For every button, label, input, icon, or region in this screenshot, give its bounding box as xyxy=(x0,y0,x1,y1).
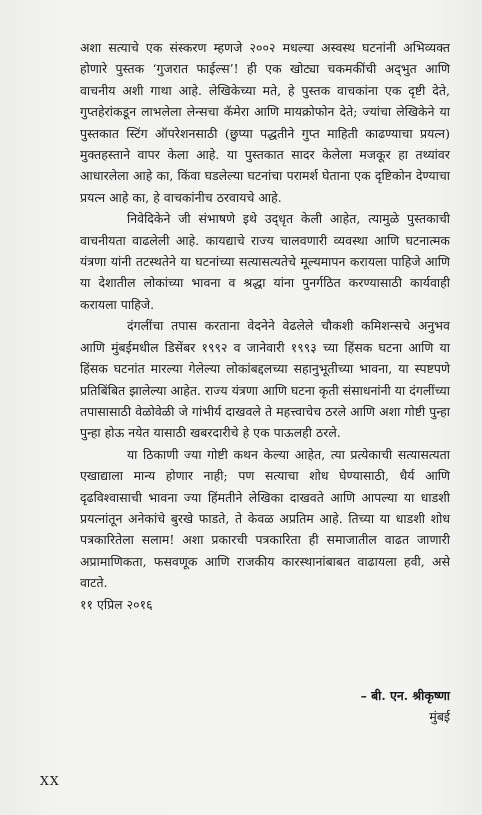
paragraph-4: या ठिकाणी ज्या गोष्टी कथन केल्या आहेत, त्या प्रत्येकाची सत्यासत्यता एखाद्याला मान्य होणार नाही; पण सत्याचा शोध घेण्यासाठी, धैर्य आणि दृढविश्वासाची भावना ज्या हिंमतीने लेखिका दाखवते आणि आपल्या या धाडशी प्रयत्नांतून अनेकांचे बुरखे फाडते, ते केवळ अप्रतिम आहे. तिच्या या धाडशी शोध पत्रकारितेला सलाम! अशा प्रकारची पत्रकारिता ही समाजातील वाढत जाणारी अप्रामाणिकता, फसवणूक आणि राजकीय कारस्थानांबाबत वाढायला हवी, असे वाटते. xyxy=(80,446,450,591)
signature-name: – बी. एन. श्रीकृष्णा xyxy=(360,688,450,703)
page-number: XX xyxy=(40,773,60,788)
paragraph-3: दंगलींचा तपास करताना वेदनेने वेढलेले चौकशी कमिशन्सचे अनुभव आणि मुंबईमधील डिसेंबर १९९२ व जानेवारी १९९३ च्या हिंसक घटना आणि या हिंसक घटनांत मारल्या गेलेल्या लोकांबद्दलच्या सहानुभूतीच्या भावना, या स्पष्टपणे प्रतिबिंबित झालेल्या आहेत. राज्य यंत्रणा आणि घटना कृती संसाधनांनी या दंगलींच्या तपासासाठी वेळोवेळी जे गांभीर्य दाखवले ते महत्त्वाचेच ठरले आणि अशा गोष्टी पुन्हा पुन्हा होऊ नयेत यासाठी खबरदारीचे हे एक पाऊलही ठरले. xyxy=(80,318,450,441)
date-line: ११ एप्रिल २०१६ xyxy=(80,596,153,612)
signature-place: मुंबई xyxy=(429,709,450,724)
paragraph-1: अशा सत्याचे एक संस्करण म्हणजे २००२ मधल्या अस्वस्थ घटनांनी अभिव्यक्त होणारे पुस्तक ‘गुजरात फाईल्स’! ही एक खोट्या चकमकींची अद्‌भुत आणि वाचनीय अशी गाथा आहे. लेखिकेच्या मते, हे पुस्तक वाचकांना एक दृष्टी देते, गुप्तहेरांकडून लाभलेला लेन्सचा कॅमेरा आणि मायक्रोफोन देते; ज्यांचा लेखिकेने या पुस्तकात स्टिंग ऑपरेशनसाठी (छुप्या पद्धतीने गुप्त माहिती काढण्याचा प्रयत्न) मुक्तहस्ताने वापर केला आहे. या पुस्तकात सादर केलेला मजकूर हा तथ्यांवर आधारलेला आहे का, किंवा घडलेल्या घटनांचा परामर्श घेताना एक दृष्टिकोन देण्याचा प्रयत्न आहे का, हे वाचकांनीच ठरवायचे आहे. xyxy=(80,40,450,205)
preface-text xyxy=(80,37,450,615)
paragraph-2: निवेदिकेने जी संभाषणे इथे उद्‌धृत केली आहेत, त्यामुळे पुस्तकाची वाचनीयता वाढलेली आहे. कायद्याचे राज्य चालवणारी व्यवस्था आणि घटनात्मक यंत्रणा यांनी तटस्थतेने या घटनांच्या सत्यासत्यतेचे मूल्यमापन करायला पाहिजे आणि या देशातील लोकांच्या भावना व श्रद्धा यांना पुनर्गठित करण्यासाठी कार्यवाही करायला पाहिजे. xyxy=(80,211,450,312)
signature-block xyxy=(361,685,450,727)
